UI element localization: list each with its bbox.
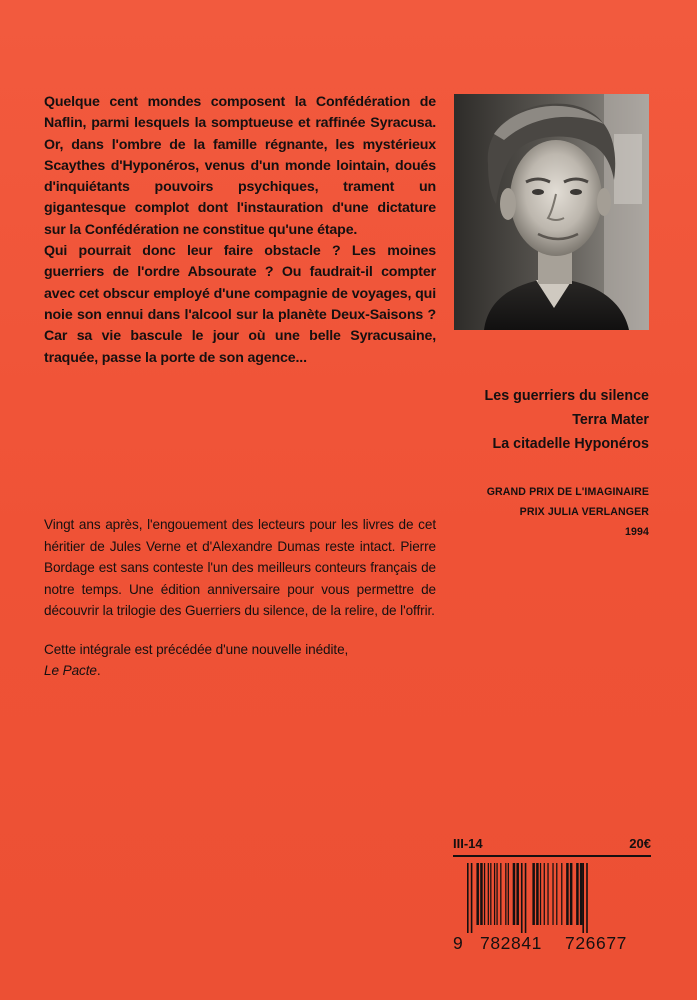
praise-text — [44, 514, 436, 699]
synopsis-paragraph: Qui pourrait donc leur faire obstacle ? Les moines guerriers de l'ordre Absourate ? Ou faudrait-il compter avec cet obscur employé d'une compagnie de voyages, qui noie son ennui dans l'alcool sur la planète Deux-Saisons ? Car sa vie bascule le jour où une belle Syracusaine, traquée, passe la porte de son agence... — [44, 243, 436, 366]
praise-sentence: Cette intégrale est précédée d'une nouvelle inédite, — [44, 641, 349, 657]
isbn-digit-first: 9 — [453, 933, 464, 953]
price: 20€ — [629, 836, 651, 851]
trilogy-title: La citadelle Hyponéros — [492, 436, 649, 452]
award-line: GRAND PRIX DE L'IMAGINAIRE — [486, 486, 649, 498]
awards — [454, 482, 649, 542]
trilogy-title: Les guerriers du silence — [484, 388, 649, 404]
praise-period: . — [96, 663, 101, 678]
isbn-digits — [453, 933, 651, 955]
trilogy-titles — [454, 384, 649, 456]
catalog-code: III-14 — [453, 836, 483, 851]
praise-paragraph: Vingt ans après, l'engouement des lecteurs pour les livres de cet héritier de Jules Verne et d'Alexandre Dumas reste intact. Pierre Bordage est sans conteste l'un des meilleurs conteurs français de notre temps. Une édition anniversaire pour vous permettre de découvrir la trilogie des Guerriers du silence, de la relire, de l'offrir. — [44, 517, 436, 618]
trilogy-title: Terra Mater — [572, 412, 649, 428]
praise-paragraph — [44, 639, 436, 682]
isbn-digits-right: 726677 — [565, 933, 627, 953]
author-photo — [454, 94, 649, 330]
author-portrait-image — [454, 94, 649, 330]
barcode-area — [453, 836, 651, 961]
price-row — [453, 836, 651, 856]
synopsis — [44, 92, 436, 369]
award-year: 1994 — [625, 526, 649, 538]
synopsis-paragraph: Quelque cent mondes composent la Confédération de Naflin, parmi lesquels la somptueuse et raffinée Syracusa. Or, dans l'ombre de la famille régnante, les mystérieux Scaythes d'Hyponéros, venus d'un monde lointain, doués d'inquiétants pouvoirs psychiques, trament un gigantesque complot dont l'instauration d'une dictature sur la Confédération ne constitue qu'une étape. — [44, 94, 436, 238]
award-line: PRIX JULIA VERLANGER — [519, 506, 649, 518]
divider — [453, 855, 651, 857]
barcode-icon — [453, 863, 651, 933]
novella-title: Le Pacte — [44, 663, 97, 678]
isbn-digits-left: 782841 — [480, 933, 542, 953]
